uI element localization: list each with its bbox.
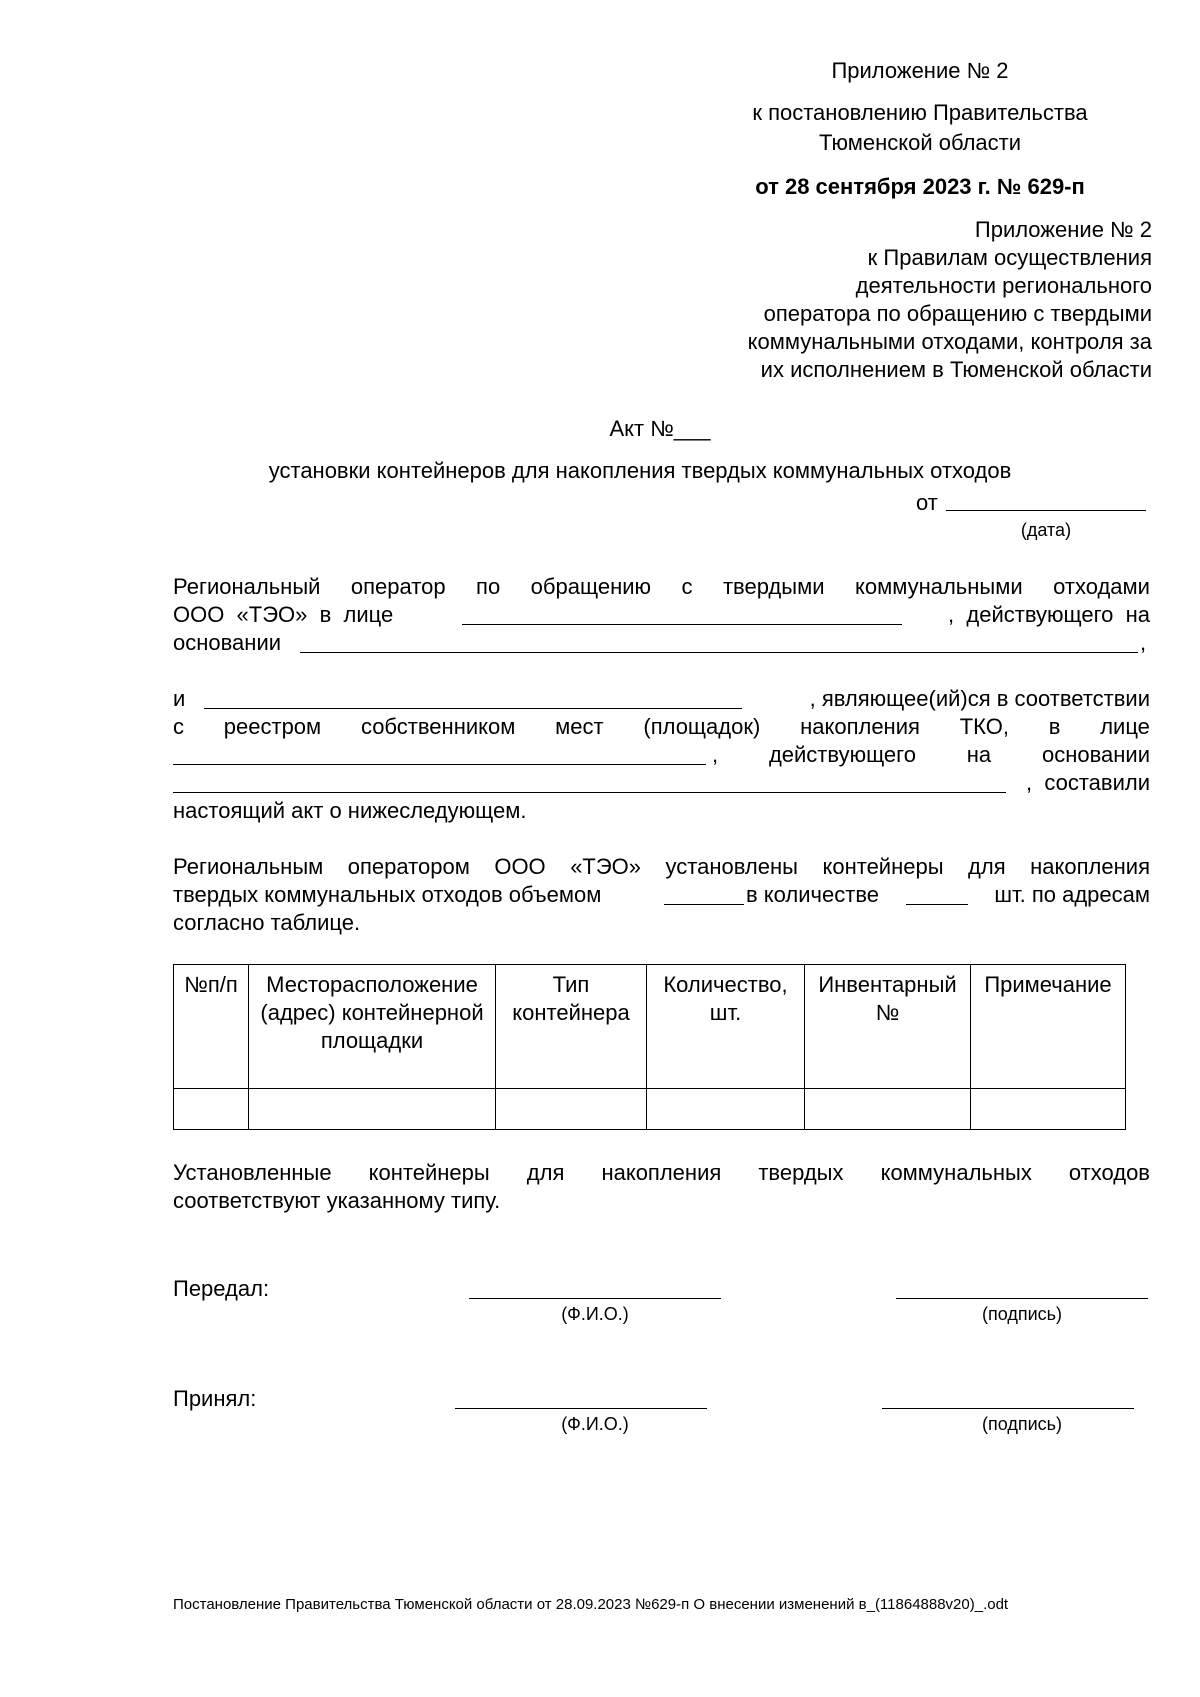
word: коммунальными: [854, 574, 1023, 599]
word: накопления: [601, 1160, 722, 1185]
table-cell[interactable]: [971, 1089, 1126, 1130]
resolution-reference-line2: Тюменской области: [818, 130, 1022, 155]
quantity-line[interactable]: [906, 904, 968, 905]
passed-fio-line[interactable]: [469, 1298, 721, 1299]
resolution-reference-line1: к постановлению Правительства: [752, 100, 1088, 125]
para1-line3-start: основании: [173, 630, 282, 655]
table-header-cell: №п/п: [174, 965, 249, 1089]
word: установлены: [665, 854, 798, 879]
act-subtitle: установки контейнеров для накопления твердых коммунальных отходов: [268, 458, 1012, 483]
word: «ТЭО»: [570, 854, 642, 879]
rules-line: Приложение № 2: [974, 217, 1152, 242]
word: обращению: [530, 574, 652, 599]
word: оператором: [347, 854, 470, 879]
rules-line: деятельности регионального: [855, 273, 1152, 298]
act-date-caption: (дата): [1020, 520, 1072, 540]
word: ООО: [494, 854, 546, 879]
word: оператор: [350, 574, 446, 599]
table-header-cell: Количество, шт.: [647, 965, 805, 1089]
word: на: [966, 742, 992, 767]
para2-line5: настоящий акт о нижеследующем.: [173, 798, 527, 823]
owner-representative-line[interactable]: [173, 764, 706, 765]
rules-line: к Правилам осуществления: [867, 245, 1152, 270]
para2-line3: [712, 742, 1150, 768]
para3-line2-end: шт. по адресам: [994, 882, 1150, 907]
table-header-row: [174, 965, 1126, 1089]
passed-label: Передал:: [173, 1276, 270, 1301]
para2-line1-start: и: [173, 686, 186, 711]
table-cell[interactable]: [805, 1089, 971, 1130]
received-fio-caption: (Ф.И.О.): [561, 1414, 629, 1434]
received-signature-line[interactable]: [882, 1408, 1134, 1409]
para2-line4-end: , составили: [1026, 770, 1150, 795]
rules-line: оператора по обращению с твердыми: [763, 301, 1152, 326]
para1-line1: [173, 574, 1150, 600]
word: накопления: [800, 714, 920, 739]
table-cell[interactable]: [249, 1089, 496, 1130]
act-title: Акт №___: [609, 416, 711, 441]
rules-appendix-block: [552, 216, 1152, 384]
para2-line2: [173, 714, 1150, 740]
word: (площадок): [643, 714, 761, 739]
basis-document-line[interactable]: [300, 652, 1138, 653]
word: мест: [555, 714, 604, 739]
word: основании: [1041, 742, 1150, 767]
resolution-date: от 28 сентября 2023 г. № 629-п: [755, 174, 1085, 199]
word: реестром: [223, 714, 322, 739]
received-signature-caption: (подпись): [981, 1414, 1063, 1434]
word: твердыми: [722, 574, 825, 599]
table-header-cell: Тип контейнера: [496, 965, 647, 1089]
table-cell[interactable]: [647, 1089, 805, 1130]
volume-line[interactable]: [664, 904, 744, 905]
word: действующего: [768, 742, 916, 767]
word: лице: [1100, 714, 1150, 739]
table-row: [174, 1089, 1126, 1130]
word: по: [476, 574, 501, 599]
word: накопления: [1030, 854, 1150, 879]
word: с: [173, 714, 184, 739]
word: в: [1048, 714, 1061, 739]
table-cell[interactable]: [496, 1089, 647, 1130]
word: Региональный: [173, 574, 321, 599]
passed-signature-line[interactable]: [896, 1298, 1148, 1299]
act-date-prefix: от: [916, 490, 938, 515]
para4-line1: [173, 1160, 1150, 1186]
representative-name-line[interactable]: [462, 624, 902, 625]
para4-line2: соответствуют указанному типу.: [173, 1188, 501, 1213]
para1-line2-end: , действующего на: [948, 602, 1150, 627]
word: контейнеры: [368, 1160, 490, 1185]
rules-line: коммунальными отходами, контроля за: [747, 329, 1152, 354]
para3-line1: [173, 854, 1150, 880]
act-date-line[interactable]: [946, 510, 1146, 511]
word: Установленные: [173, 1160, 332, 1185]
para1-line2-start: ООО «ТЭО» в лице: [173, 602, 394, 627]
para3-line2-start: твердых коммунальных отходов объемом: [173, 882, 602, 907]
para3-line2-middle: в количестве: [746, 882, 879, 907]
word: контейнеры: [822, 854, 944, 879]
word: твердых: [758, 1160, 844, 1185]
para2-line1-end: , являющее(ий)ся в соответствии: [809, 686, 1150, 711]
table-header-cell: Месторасположение (адрес) контейнерной площадки: [249, 965, 496, 1089]
word: собственником: [360, 714, 516, 739]
word: для: [526, 1160, 565, 1185]
word: отходов: [1068, 1160, 1150, 1185]
word: для: [968, 854, 1006, 879]
document-footer: Постановление Правительства Тюменской области от 28.09.2023 №629-п О внесении изменений в_(11864888v20)_.odt: [173, 1596, 1009, 1613]
received-fio-line[interactable]: [455, 1408, 707, 1409]
word: отходами: [1053, 574, 1150, 599]
word: Региональным: [173, 854, 324, 879]
para1-line3-end: ,: [1140, 630, 1147, 655]
passed-signature-caption: (подпись): [981, 1304, 1063, 1324]
table-header-cell: Инвентарный №: [805, 965, 971, 1089]
owner-name-line[interactable]: [204, 708, 742, 709]
owner-basis-line[interactable]: [173, 792, 1006, 793]
para3-line3: согласно таблице.: [173, 910, 361, 935]
received-label: Принял:: [173, 1386, 257, 1411]
word: с: [681, 574, 693, 599]
appendix-title: Приложение № 2: [831, 58, 1009, 83]
rules-line: их исполнением в Тюменской области: [760, 357, 1152, 382]
table-header-cell: Примечание: [971, 965, 1126, 1089]
word: ТКО,: [959, 714, 1009, 739]
table-cell[interactable]: [174, 1089, 249, 1130]
containers-table: [173, 964, 1126, 1130]
word: ,: [712, 742, 719, 767]
word: коммунальных: [880, 1160, 1032, 1185]
passed-fio-caption: (Ф.И.О.): [561, 1304, 629, 1324]
